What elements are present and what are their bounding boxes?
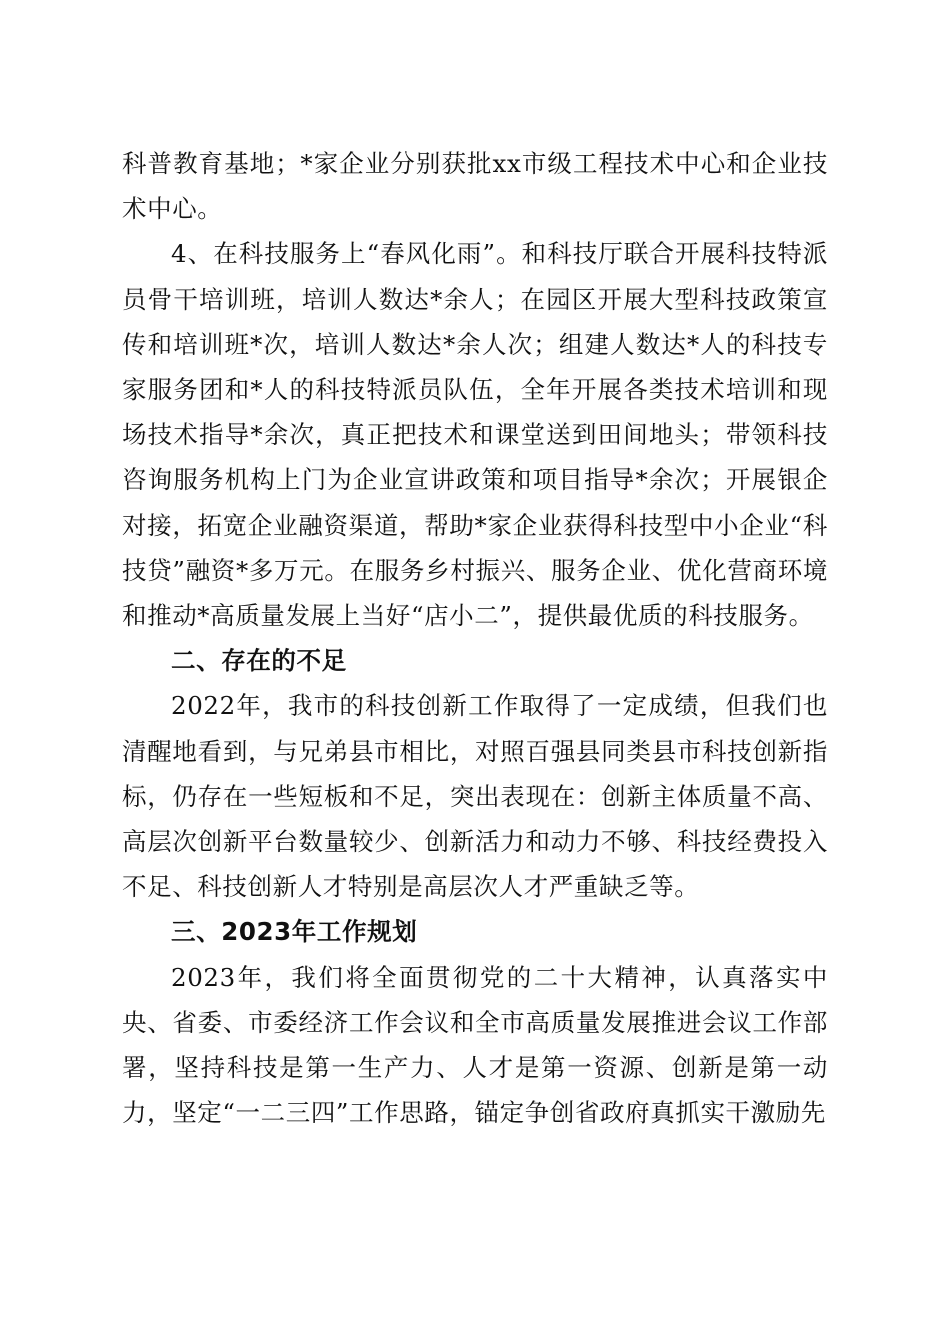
paragraph-tech-service: 4、在科技服务上“春风化雨”。和科技厅联合开展科技特派员骨干培训班，培训人数达*余人；在园区开展大型科技政策宣传和培训班*次，培训人数达*余人次；组建人数达*人的科技专家服务团和*人的科技特派员队伍，全年开展各类技术培训和现场技术指导*余次，真正把技术和课堂送到田间地头；带领科技咨询服务机构上门为企业宣讲政策和项目指导*余次；开展银企对接，拓宽企业融资渠道，帮助*家企业获得科技型中小企业“科技贷”融资*多万元。在服务乡村振兴、服务企业、优化营商环境和推动*高质量发展上当好“店小二”，提供最优质的科技服务。 — [122, 239, 828, 631]
section-heading-2023-plan: 三、2023年工作规划 — [171, 917, 418, 947]
paragraph-shortcomings: 2022年，我市的科技创新工作取得了一定成绩，但我们也清醒地看到，与兄弟县市相比，对照百强县同类县市科技创新指标，仍存在一些短板和不足，突出表现在：创新主体质量不高、高层次创新平台数量较少、创新活力和动力不够、科技经费投入不足、科技创新人才特别是高层次人才严重缺乏等。 — [122, 691, 828, 902]
section-heading-shortcomings: 二、存在的不足 — [171, 646, 347, 676]
document-body — [122, 141, 828, 1135]
paragraph-continuation: 科普教育基地；*家企业分别获批xx市级工程技术中心和企业技术中心。 — [122, 149, 828, 224]
paragraph-2023-plan: 2023年，我们将全面贯彻党的二十大精神，认真落实中央、省委、市委经济工作会议和全市高质量发展推进会议工作部署，坚持科技是第一生产力、人才是第一资源、创新是第一动力，坚定“一二三四”工作思路，锚定争创省政府真抓实干激励先 — [122, 962, 828, 1128]
